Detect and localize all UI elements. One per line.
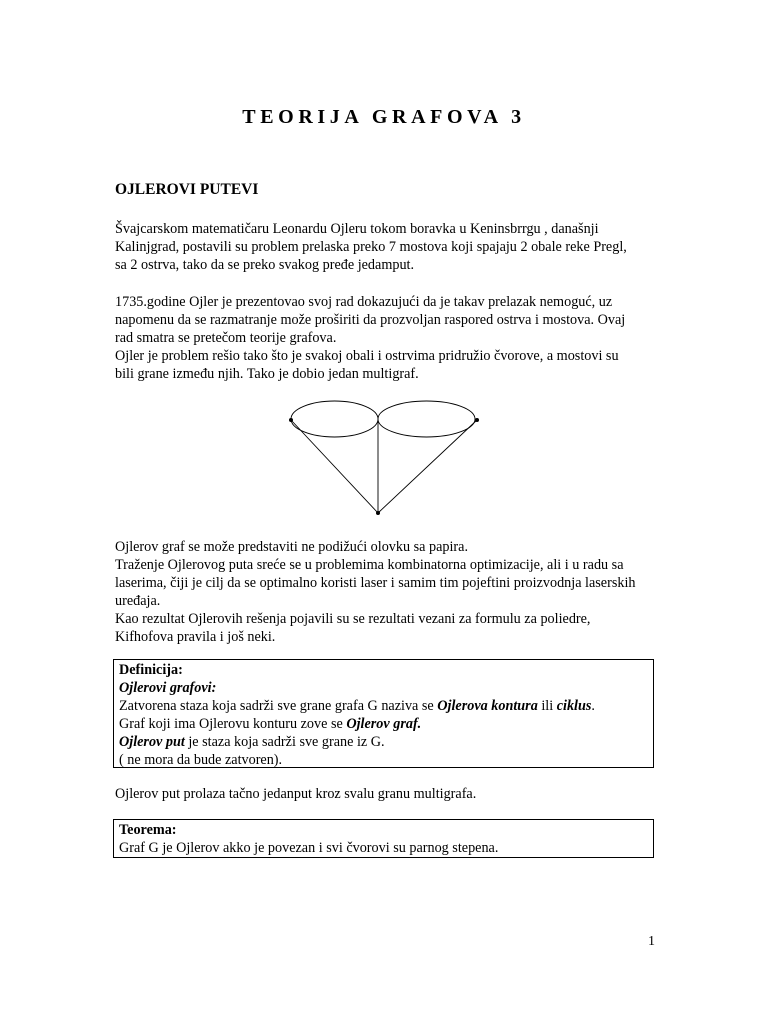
definition-label: Definicija: (119, 662, 183, 678)
definition-box (113, 659, 654, 768)
text-line: Ojlerov graf se može predstaviti ne podižući olovku sa papira. (115, 539, 468, 555)
text-span: Graf koji ima Ojlerovu konturu zove se (119, 716, 347, 732)
text-span: . (591, 698, 595, 714)
text-line: rad smatra se pretečom teorije grafova. (115, 330, 337, 346)
text-line: Kao rezultat Ojlerovih rešenja pojavili su se rezultati vezani za formulu za poliedre, (115, 611, 591, 627)
definition-line (119, 733, 649, 751)
term-ojlerov-graf: Ojlerov graf. (346, 716, 422, 732)
theorem-text: Graf G je Ojlerov akko je povezan i svi čvorovi su parnog stepena. (119, 840, 499, 856)
term-ciklus: ciklus (556, 698, 592, 714)
theorem-box (113, 819, 654, 858)
text-line: Ojler je problem rešio tako što je svakoj obali i ostrvima pridružio čvorove, a mostovi su (115, 348, 619, 364)
text-line: napomenu da se razmatranje može proširiti da prozvoljan raspored ostrva i mostova. Ovaj (115, 312, 626, 328)
text-line: sa 2 ostrva, tako da se preko svakog pređe jedamput. (115, 257, 415, 273)
term-ojlerova-kontura: Ojlerova kontura (437, 698, 538, 714)
page-title: TEORIJA GRAFOVA 3 (242, 106, 526, 128)
definition-subtitle: Ojlerovi grafovi: (119, 680, 217, 696)
text-line: 1735.godine Ojler je prezentovao svoj rad dokazujući da je takav prelazak nemoguć, uz (115, 294, 613, 310)
text-line: Traženje Ojlerovog puta sreće se u problemima kombinatorna optimizacije, ali i u radu sa (115, 557, 624, 573)
text-line: Švajcarskom matematičaru Leonardu Ojleru tokom boravka u Keninsbrrgu , današnji (115, 221, 599, 237)
paragraph-euler-path: Ojlerov put prolaza tačno jedanput kroz svalu granu multigrafa. (115, 786, 477, 802)
paragraph-history (115, 293, 655, 383)
definition-line: ( ne mora da bude zatvoren). (119, 752, 283, 768)
section-heading: OJLEROVI PUTEVI (115, 181, 259, 198)
definition-line (119, 697, 649, 715)
graph-edge-left-loop (291, 401, 378, 437)
graph-node-right (475, 418, 479, 422)
graph-edge-left (291, 420, 378, 513)
text-line: Kifhofova pravila i još neki. (115, 629, 276, 645)
text-line: uređaja. (115, 593, 161, 609)
graph-node-bottom (376, 511, 380, 515)
text-span: je staza koja sadrži sve grane iz G. (184, 734, 385, 750)
definition-line (119, 715, 649, 733)
paragraph-applications (115, 538, 655, 646)
text-line: Kalinjgrad, postavili su problem prelaska preko 7 mostova koji spajaju 2 obale reke Pregl, (115, 239, 627, 255)
text-line: laserima, čiji je cilj da se optimalno koristi laser i samim tim pojeftini proizvodnja laserskih (115, 575, 636, 591)
theorem-label: Teorema: (119, 822, 177, 838)
graph-edge-right (378, 420, 477, 513)
text-span: Zatvorena staza koja sadrži sve grane grafa G naziva se (119, 698, 438, 714)
text-span: ili (537, 698, 557, 714)
graph-edge-right-loop (378, 401, 475, 437)
graph-node-left (289, 418, 293, 422)
multigraph-diagram (280, 393, 495, 523)
paragraph-intro (115, 220, 655, 274)
text-line: bili grane između njih. Tako je dobio jedan multigraf. (115, 366, 419, 382)
term-ojlerov-put: Ojlerov put (119, 734, 185, 750)
page-number: 1 (648, 934, 655, 949)
